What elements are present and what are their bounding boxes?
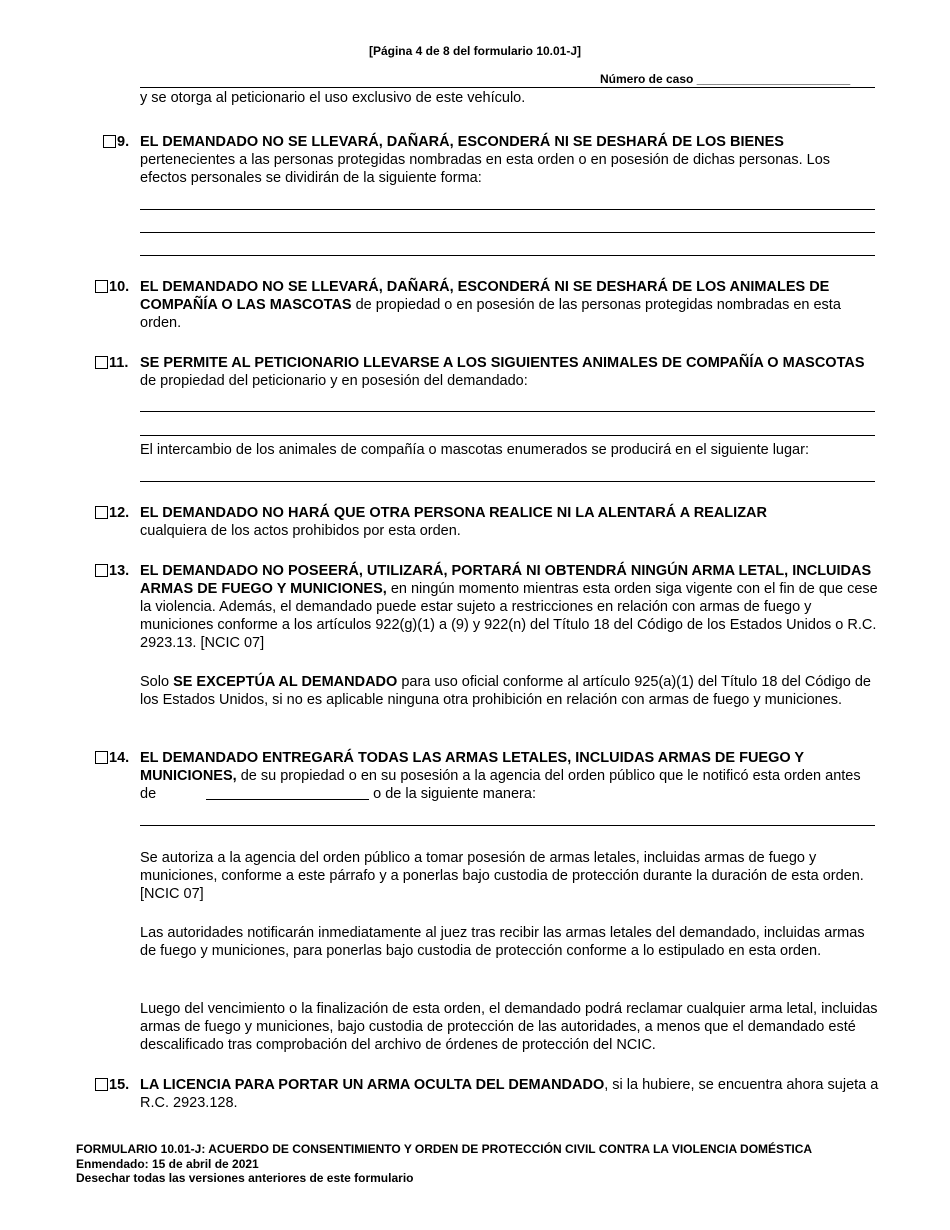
item-13-text: EL DEMANDADO NO POSEERÁ, UTILIZARÁ, PORTARÁ NI OBTENDRÁ NINGÚN ARMA LETAL, INCLUIDAS ARMAS DE FUEGO Y MUNICIONES, en ningún momento mientras esta orden siga vigente con el fin de que cese la violencia. Además, el demandado puede estar sujeto a restricciones en relación con armas de fuego y municiones conforme a los artículos 922(g)(1) a (9) y 922(n) del Título 18 del Código de los Estados Unidos o R.C. 2923.13. [NCIC 07] (140, 563, 878, 651)
item-12-checkbox[interactable] (95, 506, 108, 519)
item-14-text: EL DEMANDADO ENTREGARÁ TODAS LAS ARMAS LETALES, INCLUIDAS ARMAS DE FUEGO Y MUNICIONES, de su propiedad o en su posesión a la agencia del orden público que le notificó esta orden antes de o de la siguiente manera: (140, 750, 861, 802)
form-footer (76, 1142, 812, 1186)
item-15-text: LA LICENCIA PARA PORTAR UN ARMA OCULTA DEL DEMANDADO, si la hubiere, se encuentra ahora sujeta a R.C. 2923.128. (140, 1077, 879, 1111)
footer-discard-note: Desechar todas las versiones anteriores de este formulario (76, 1171, 414, 1185)
item-11-fill-line-1[interactable] (140, 411, 875, 412)
item-9-fill-line-3[interactable] (140, 255, 875, 256)
item-11-text: SE PERMITE AL PETICIONARIO LLEVARSE A LOS SIGUIENTES ANIMALES DE COMPAÑÍA O MASCOTAS de propiedad del peticionario y en posesión del demandado: (140, 355, 865, 389)
item-9-checkbox[interactable] (103, 135, 116, 148)
case-number-underline (140, 87, 875, 88)
item-11-exchange-text: El intercambio de los animales de compañía o mascotas enumerados se producirá en el siguiente lugar: (140, 442, 809, 458)
item-15-checkbox[interactable] (95, 1078, 108, 1091)
footer-amended-date: Enmendado: 15 de abril de 2021 (76, 1156, 259, 1171)
item-10-checkbox[interactable] (95, 280, 108, 293)
item-10-text: EL DEMANDADO NO SE LLEVARÁ, DAÑARÁ, ESCONDERÁ NI SE DESHARÁ DE LOS ANIMALES DE COMPAÑÍA O LAS MASCOTAS de propiedad o en posesión de las personas protegidas nombradas en esta orden. (140, 279, 841, 331)
item-11-exchange-fill-line[interactable] (140, 481, 875, 482)
intro-line: y se otorga al peticionario el uso exclusivo de este vehículo. (140, 90, 526, 106)
item-9-fill-line-2[interactable] (140, 232, 875, 233)
item-14-paragraph-2: Las autoridades notificarán inmediatamente al juez tras recibir las armas letales del demandado, incluidas armas de fuego y municiones, para ponerlas bajo custodia de protección conforme a lo estipulado en esta orden. (140, 925, 865, 959)
item-12-text: EL DEMANDADO NO HARÁ QUE OTRA PERSONA REALICE NI LA ALENTARÁ A REALIZAR cualquiera de los actos prohibidos por esta orden. (140, 505, 767, 539)
item-14-number: 14. (95, 749, 129, 767)
item-10-number: 10. (95, 278, 129, 296)
item-14-paragraph-1: Se autoriza a la agencia del orden público a tomar posesión de armas letales, incluidas armas de fuego y municiones, conforme a este párrafo y a ponerlas bajo custodia de protección durante la duración de esta orden. [NCIC 07] (140, 850, 864, 902)
item-14-fill-line[interactable] (140, 825, 875, 826)
item-9-number: 9. (103, 133, 129, 151)
case-number-label: Número de caso _______________________ (600, 72, 851, 86)
item-14-date-blank[interactable] (206, 785, 369, 800)
item-13-checkbox[interactable] (95, 564, 108, 577)
page-number-label: [Página 4 de 8 del formulario 10.01-J] (368, 44, 582, 58)
item-13-exception-text: Solo SE EXCEPTÚA AL DEMANDADO para uso oficial conforme al artículo 925(a)(1) del Título 18 del Código de los Estados Unidos, si no es aplicable ninguna otra prohibición en relación con armas de fuego y municiones. (140, 674, 871, 708)
item-11-number: 11. (95, 354, 128, 372)
item-14-checkbox[interactable] (95, 751, 108, 764)
item-11-fill-line-2[interactable] (140, 435, 875, 436)
item-11-checkbox[interactable] (95, 356, 108, 369)
item-13-number: 13. (95, 562, 129, 580)
item-14-paragraph-3: Luego del vencimiento o la finalización de esta orden, el demandado podrá reclamar cualquier arma letal, incluidas armas de fuego y municiones, bajo custodia de protección de las autoridades, a menos que el demandado esté descalificado tras comprobación del archivo de órdenes de protección del NCIC. (140, 1001, 878, 1053)
item-15-number: 15. (95, 1076, 129, 1094)
item-9-text: EL DEMANDADO NO SE LLEVARÁ, DAÑARÁ, ESCONDERÁ NI SE DESHARÁ DE LOS BIENES pertenecientes a las personas protegidas nombradas en esta orden o en posesión de dichas personas. Los efectos personales se dividirán de la siguiente forma: (140, 134, 831, 186)
item-12-number: 12. (95, 504, 129, 522)
footer-form-title: FORMULARIO 10.01-J: ACUERDO DE CONSENTIMIENTO Y ORDEN DE PROTECCIÓN CIVIL CONTRA LA VIOLENCIA DOMÉSTICA (76, 1142, 813, 1156)
item-9-fill-line-1[interactable] (140, 209, 875, 210)
